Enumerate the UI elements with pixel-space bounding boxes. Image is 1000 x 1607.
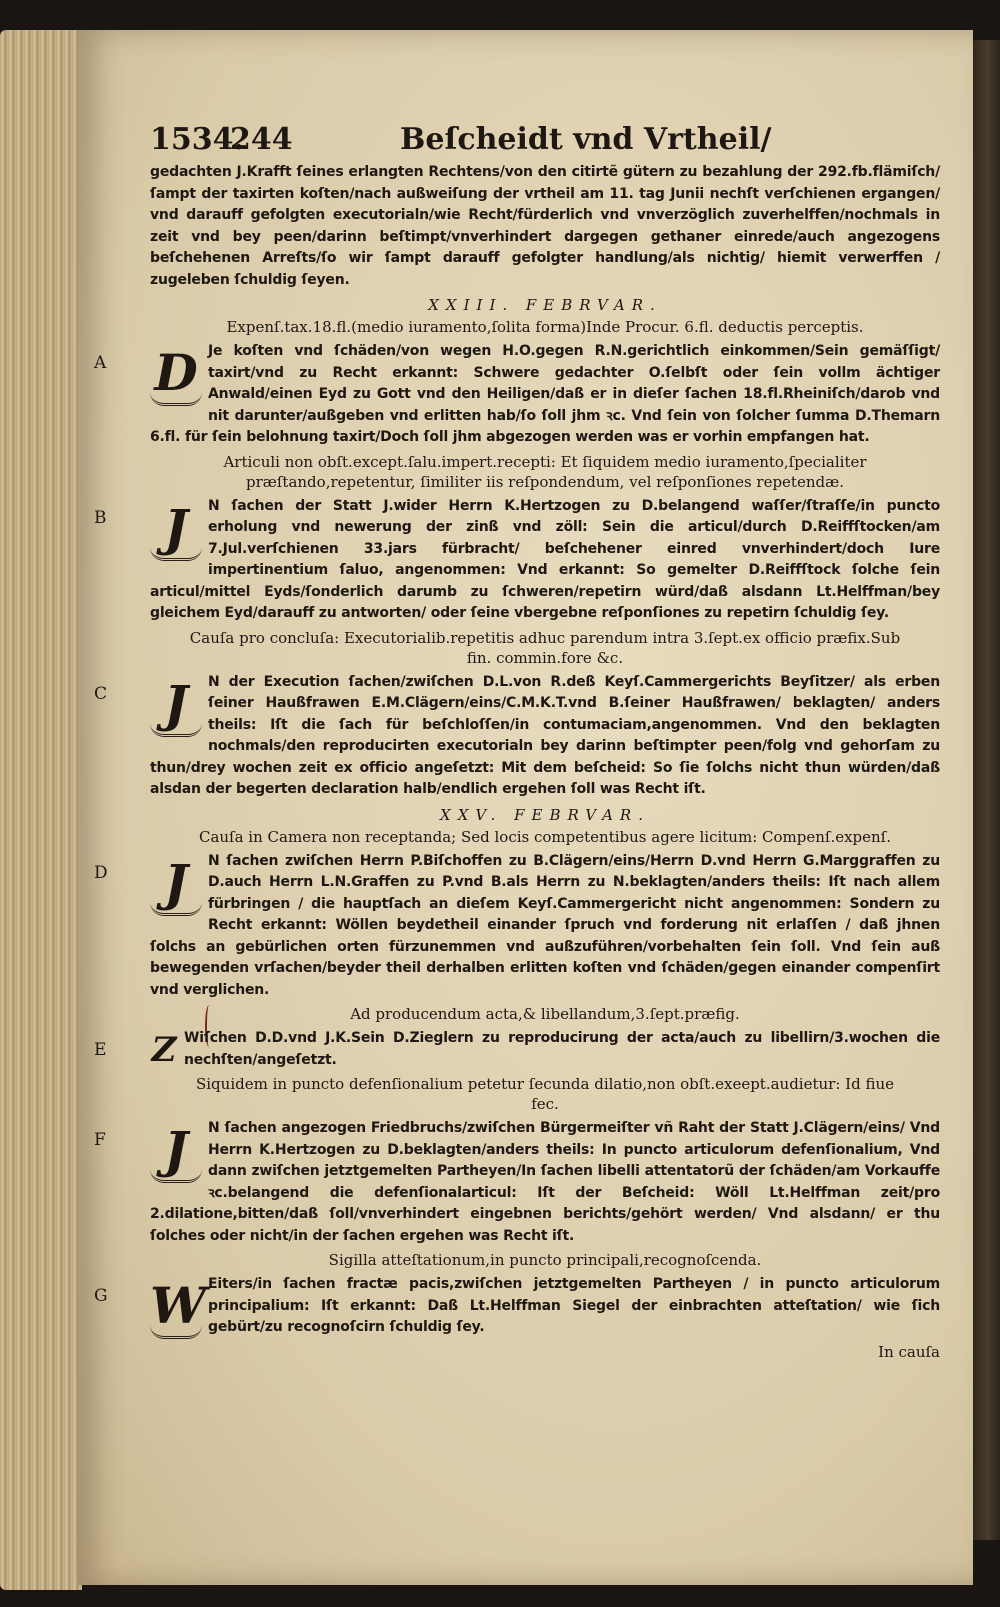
paragraph-text: N ſachen der Statt J.wider Herrn K.Hertzogen zu D.belangend waſſer/ſtraſſe/in puncto erholung vnd newerung der zinß vnd zöll: Sein die articul/durch D.Reiffſtocken/am 7.Jul.verſchienen 33.jars fürbracht/ beſchehener einred vnverhindert/doch Iure impertinentium ſaluo, angenommen: Vnd erkannt: So gemelter D.Reiffſtock ſolche ſein articul/mittel Eyds/ſonderlich darumb zu ſchweren/repetirn würd/daß alsdann Lt.Helffman/bey gleichem Eyd/darauff zu antworten/ oder ſeine vbergebne reſponſiones zu repetirn ſchuldig ſey. — [150, 497, 940, 621]
book-cover-edge — [970, 40, 1000, 1540]
margin-letter: F — [94, 1130, 106, 1150]
paragraph-text: Eiters/in ſachen fractæ pacis,zwiſchen jetztgemelten Partheyen / in puncto articulorum principalium: Iſt erkannt: Daß Lt.Helffman Siegel der einbrachten atteſtation/ wie ſich gebürt/zu recognoſcirn ſchuldig ſey. — [208, 1276, 940, 1335]
latin-summary: Cauſa in Camera non receptanda; Sed locis competentibus agere licitum: Compenſ.expenſ. — [198, 827, 892, 846]
margin-letter: E — [94, 1040, 107, 1060]
year-label: 1534. — [150, 122, 244, 157]
margin-letter: B — [94, 507, 107, 528]
decorated-initial: J — [150, 1120, 202, 1183]
paragraph-text: N der Execution ſachen/zwiſchen D.L.von R.deß Keyſ.Cammergerichts Beyſitzer/ als erben ſeiner Haußfrawen E.M.Clägern/eins/C.M.K.T.vnd B.ſeiner Haußfrawen/ beklagten/ anders theils: Iſt die ſach für beſchloſſen/in contumaciam,angenommen. Vnd den beklagten nochmals/den reproducirten executorialn bey darinn beſtimpter peen/folg vnd gehorſam zu thun/drey wochen zeit ex officio angeſetzt: Mit dem beſcheid: So ſie ſolchs nicht thun würden/daß alsdan der begerten declaration halb/endlich ergehen ſoll was Recht iſt. — [150, 673, 940, 797]
paragraph-text: N ſachen angezogen Friedbruchs/zwiſchen Bürgermeiſter vñ Raht der Statt J.Clägern/eins/ Vnd Herrn K.Hertzogen zu D.beklagten/anders theils: In puncto articulorum defenſionalium, Vnd dann zwiſchen jetztgemelten Partheyen/In ſachen libelli attentatorũ der ſchäden/am Vorkauffe ꝛc.belangend die defenſionalarticul: Iſt der Beſcheid: Wöll Lt.Helffman zeit/pro 2.dilatione,bitten/daß ſoll/vnverhindert eingebnen berichts/gehört werden/ Vnd alsdann/ er thu ſolches oder nicht/in der ſachen ergehen was Recht iſt. — [150, 1120, 940, 1244]
paragraph-text: Wiſchen D.D.vnd J.K.Sein D.Zieglern zu reproducirung der acta/auch zu libellirn/3.wochen die nechſten/angeſetzt. — [184, 1030, 940, 1068]
margin-letter: D — [94, 862, 108, 883]
latin-summary: Cauſa pro concluſa: Executorialib.repetitis adhuc parendum intra 3.ſept.ex officio præfix.Sub fin. commin.fore &c. — [189, 628, 901, 667]
latin-summary: Expenſ.tax.18.fl.(medio iuramento,ſolita forma)Inde Procur. 6.fl. deductis perceptis. — [226, 318, 864, 336]
catchword: In cauſa — [878, 1342, 940, 1361]
date-heading: XXV. FEBRVAR. — [440, 805, 650, 824]
page-number: 244 — [230, 122, 293, 157]
paragraph-g — [94, 1274, 940, 1339]
running-title: Beſcheidt vnd Vrtheil/ — [400, 122, 772, 157]
date-heading: XXIII. FEBRVAR. — [428, 296, 662, 314]
decorated-initial: Z — [151, 1030, 177, 1070]
decorated-initial: D — [150, 343, 202, 406]
paragraph-c — [94, 672, 940, 801]
latin-summary: Ad producendum acta,& libellandum,3.ſept.præfig. — [350, 1005, 740, 1023]
decorated-initial: W — [150, 1276, 202, 1339]
margin-letter: G — [94, 1286, 108, 1306]
intro-paragraph: gedachten J.Krafft ſeines erlangten Rechtens/von den citirtẽ gütern zu bezahlung der 292.fb.flämiſch/ ſampt der taxirten koſten/nach außweiſung der vrtheil am 11. tag Junii nechſt verſchienen ergangen/ vnd darauff gefolgten executorialn/wie Recht/fürderlich vnd vnverzöglich zuverhelffen/nochmals in zeit vnd bey peen/darinn beſtimpt/vnverhindert dargegen gethaner einrede/auch angezogens beſchehenen Arreſts/ſo wir ſampt darauff gefolgter handlung/als nichtig/ hiemit verwerffen / zugeleben ſchuldig ſeyen. — [150, 164, 940, 288]
book-page-edges — [0, 30, 82, 1590]
paragraph-a — [94, 341, 940, 449]
running-header — [150, 122, 940, 162]
paragraph-b — [94, 496, 940, 625]
paragraph-d — [94, 851, 940, 1002]
latin-summary: Articuli non obſt.except.ſalu.impert.recepti: Et ſiquidem medio iuramento,ſpecialiter præſtando,repetentur, ſimiliter iis reſpondendum, vel reſponſiones repetendæ. — [223, 452, 867, 491]
page-content — [94, 122, 940, 1361]
paragraph-e — [94, 1028, 940, 1071]
paragraph-f — [94, 1118, 940, 1247]
margin-letter: A — [94, 353, 107, 373]
paragraph-text: Je koſten vnd ſchäden/von wegen H.O.gegen R.N.gerichtlich einkommen/Sein gemäſſigt/ taxirt/vnd zu Recht erkannt: Schwere gedachter O.ſelbſt oder ſein vollm ächtiger Anwald/einen Eyd zu Gott vnd den Heiligen/daß er in dieſer ſachen 18.fl.Rheiniſch/darob vnd nit darunter/außgeben vnd erlitten hab/ſo ſoll jhm ꝛc. Vnd ſein von ſolcher ſumma D.Themarn 6.fl. für ſein belohnung taxirt/Doch ſoll jhm abgezogen werden was er vorhin empfangen hat. — [150, 343, 940, 445]
latin-summary: Sigilla atteſtationum,in puncto principali,recognoſcenda. — [328, 1251, 762, 1269]
paragraph-text: N ſachen zwiſchen Herrn P.Biſchoffen zu B.Clägern/eins/Herrn D.vnd Herrn G.Marggraffen zu D.auch Herrn L.N.Graffen zu P.vnd B.als Herrn zu N.beklagten/anders theils: Iſt nach allem fürbringen / die hauptſach an dieſem Keyſ.Cammergericht nicht angenommen: Sondern zu Recht erkannt: Wöllen beydetheil einander ſpruch vnd forderung nit erlaſſen / daß jhnen ſolchs an gebürlichen orten fürzunemmen vnd außzuführen/vorbehalten ſein ſoll. Vnd ſein auß bewegenden vrſachen/beyder theil derhalben erlitten koſten vnd ſchäden/gegen einander compenſirt vnd verglichen. — [150, 852, 940, 998]
decorated-initial: J — [150, 853, 202, 916]
decorated-initial: J — [150, 674, 202, 737]
latin-summary: Siquidem in puncto defenſionalium petetur ſecunda dilatio,non obſt.exeept.audietur: Id fiue fec. — [195, 1075, 894, 1113]
margin-letter: C — [94, 683, 108, 704]
decorated-initial: J — [150, 498, 202, 561]
